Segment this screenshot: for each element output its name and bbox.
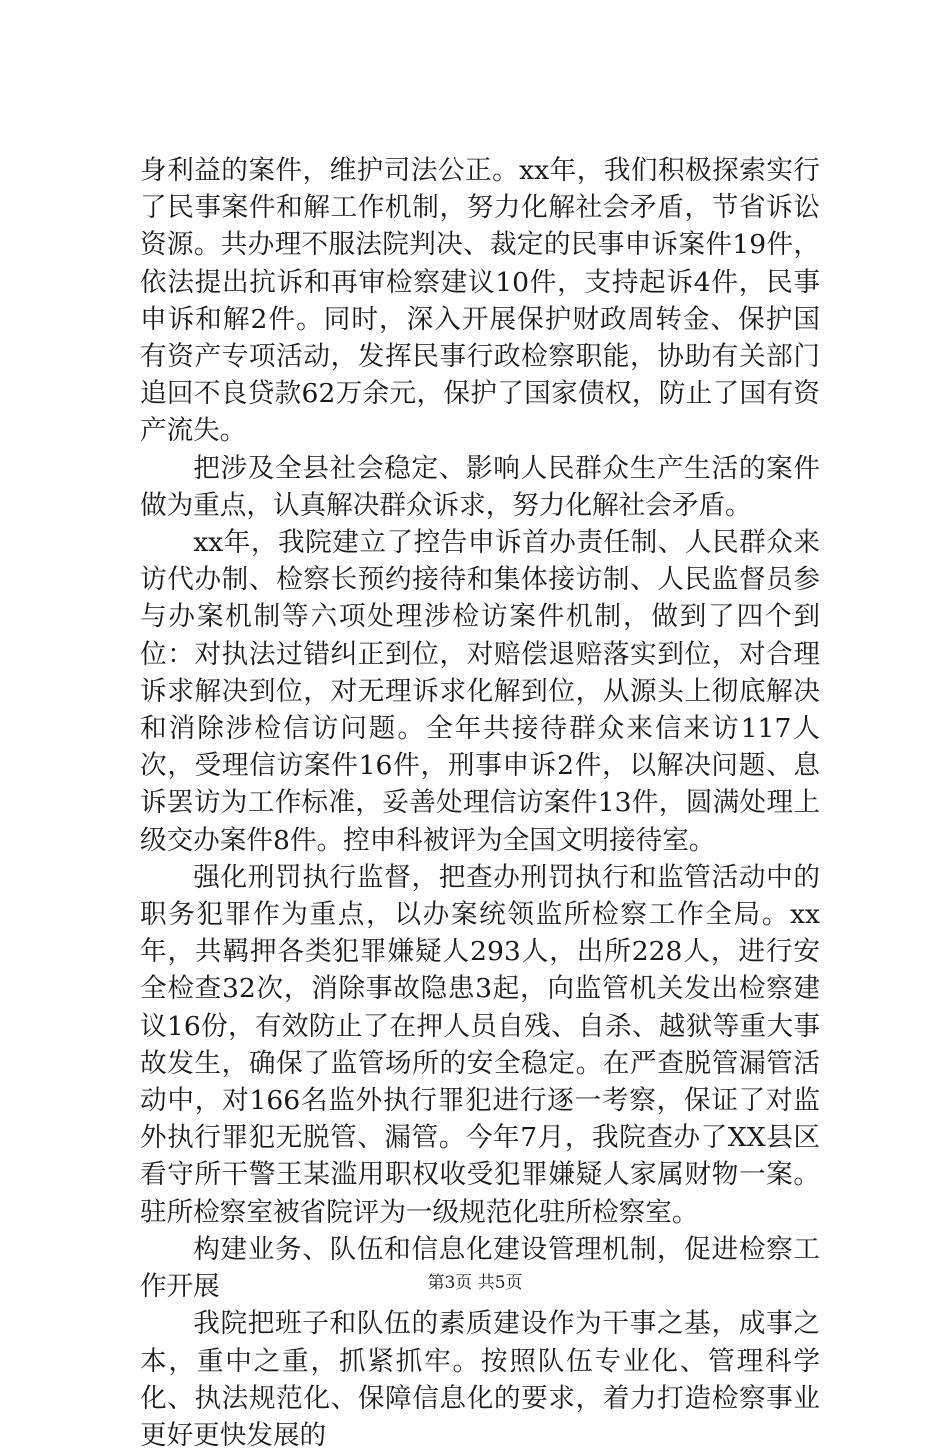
paragraph-3: xx年，我院建立了控告申诉首办责任制、人民群众来访代办制、检察长预约接待和集体接访制、人民监督员参与办案机制等六项处理涉检访案件机制，做到了四个到位：对执法过错纠正到位，对赔偿退赔落实到位，对合理诉求解决到位，对无理诉求化解到位，从源头上彻底解决和消除涉检信访问题。全年共接待群众来信来访117人次，受理信访案件16件，刑事申诉2件，以解决问题、息诉罢访为工作标准，妥善处理信访案件13件，圆满处理上级交办案件8件。控申科被评为全国文明接待室。 (140, 527, 820, 856)
paragraph-6: 我院把班子和队伍的素质建设作为干事之基，成事之本，重中之重，抓紧抓牢。按照队伍专业化、管理科学化、执法规范化、保障信息化的要求，着力打造检察事业更好更快发展的 (140, 1308, 820, 1451)
paragraph-5-heading: 构建业务、队伍和信息化建设管理机制，促进检察工作开展 (140, 1233, 820, 1303)
paragraph-2: 把涉及全县社会稳定、影响人民群众生产生活的案件做为重点，认真解决群众诉求，努力化解社会矛盾。 (140, 452, 820, 521)
paragraph-4: 强化刑罚执行监督，把查办刑罚执行和监管活动中的职务犯罪作为重点，以办案统领监所检察工作全局。xx年，共羁押各类犯罪嫌疑人293人，出所228人，进行安全检查32次，消除事故隐患3起，向监管机关发出检察建议16份，有效防止了在押人员自残、自杀、越狱等重大事故发生，确保了监管场所的安全稳定。在严查脱管漏管活动中，对166名监外执行罪犯进行逐一考察，保证了对监外执行罪犯无脱管、漏管。今年7月，我院查办了XX县区看守所干警王某滥用职权收受犯罪嫌疑人家属财物一案。驻所检察室被省院评为一级规范化驻所检察室。 (140, 861, 820, 1228)
document-body (140, 152, 820, 1454)
paragraph-1: 身利益的案件，维护司法公正。xx年，我们积极探索实行了民事案件和解工作机制，努力化解社会矛盾，节省诉讼资源。共办理不服法院判决、裁定的民事申诉案件19件，依法提出抗诉和再审检察建议10件，支持起诉4件，民事申诉和解2件。同时，深入开展保护财政周转金、保护国有资产专项活动，发挥民事行政检察职能，协助有关部门追回不良贷款62万余元，保护了国家债权，防止了国有资产流失。 (140, 155, 820, 447)
page-number-footer: 第3页 共5页 (427, 1273, 523, 1293)
